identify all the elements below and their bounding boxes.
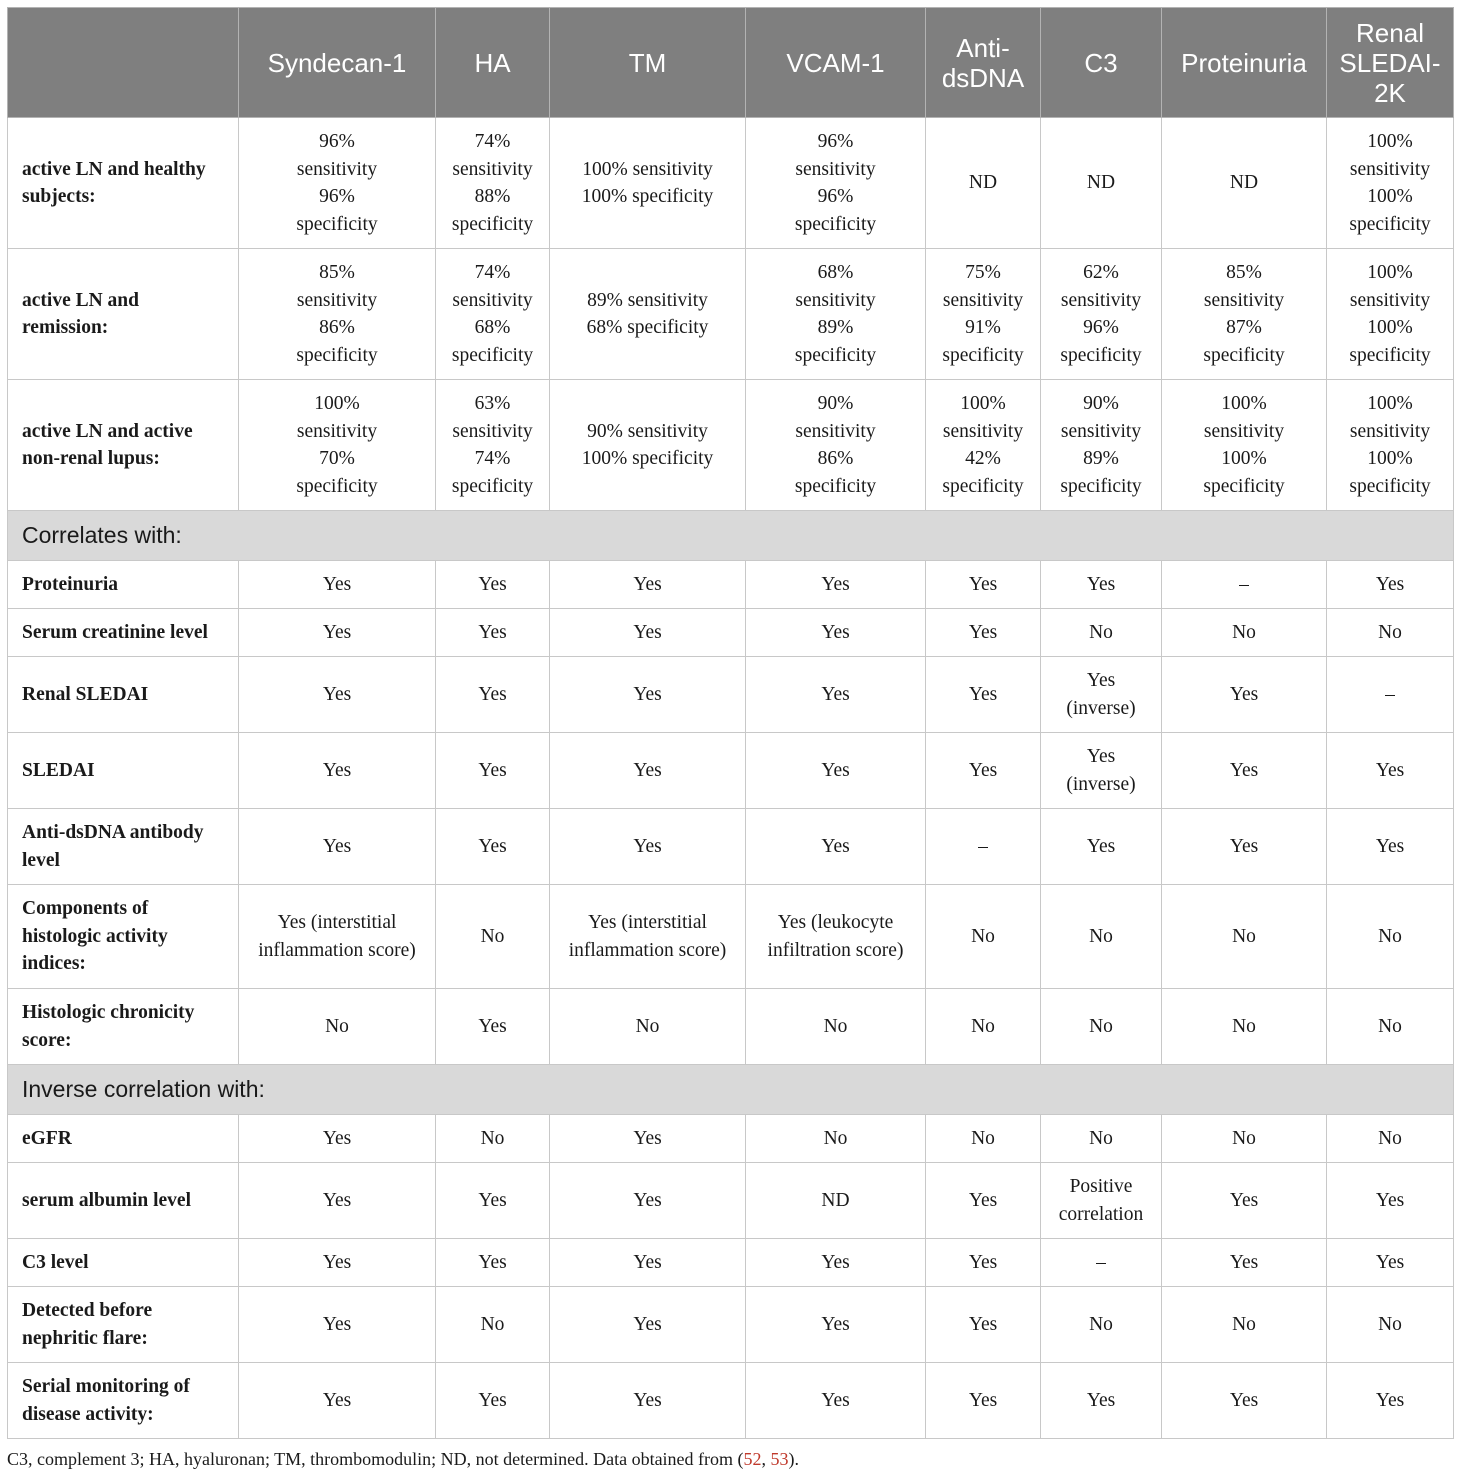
cell-vcam-1: Yes bbox=[746, 657, 926, 733]
cell-anti-dsdna: No bbox=[926, 885, 1041, 989]
cell-renal-sledai-2k: Yes bbox=[1327, 1163, 1454, 1239]
cell-ha: Yes bbox=[436, 657, 550, 733]
row-label: SLEDAI bbox=[8, 733, 239, 809]
table-row-active-ln-and-remission bbox=[8, 249, 1454, 380]
cell-tm: Yes (interstitial inflammation score) bbox=[550, 885, 746, 989]
cell-proteinuria: Yes bbox=[1162, 1363, 1327, 1439]
section-header-row bbox=[8, 511, 1454, 561]
cell-proteinuria: 100% sensitivity 100% specificity bbox=[1162, 380, 1327, 511]
cell-tm: Yes bbox=[550, 1363, 746, 1439]
header-cell-c3: C3 bbox=[1041, 8, 1162, 118]
cell-anti-dsdna: Yes bbox=[926, 561, 1041, 609]
cell-ha: Yes bbox=[436, 1163, 550, 1239]
cell-renal-sledai-2k: No bbox=[1327, 609, 1454, 657]
cell-c3: No bbox=[1041, 989, 1162, 1065]
header-cell-renal-sledai-2k: Renal SLEDAI- 2K bbox=[1327, 8, 1454, 118]
cell-ha: 74% sensitivity 68% specificity bbox=[436, 249, 550, 380]
cell-proteinuria: ND bbox=[1162, 118, 1327, 249]
cell-renal-sledai-2k: No bbox=[1327, 1115, 1454, 1163]
cell-proteinuria: Yes bbox=[1162, 657, 1327, 733]
cell-vcam-1: Yes bbox=[746, 1239, 926, 1287]
row-label: Detected before nephritic flare: bbox=[8, 1287, 239, 1363]
cell-syndecan-1: Yes bbox=[239, 1287, 436, 1363]
cell-anti-dsdna: Yes bbox=[926, 1287, 1041, 1363]
table-row-renal-sledai bbox=[8, 657, 1454, 733]
cell-renal-sledai-2k: Yes bbox=[1327, 1239, 1454, 1287]
header-cell-vcam-1: VCAM-1 bbox=[746, 8, 926, 118]
cell-tm: 90% sensitivity 100% specificity bbox=[550, 380, 746, 511]
cell-tm: Yes bbox=[550, 657, 746, 733]
cell-vcam-1: 90% sensitivity 86% specificity bbox=[746, 380, 926, 511]
table-row-active-ln-and-healthy-subjects bbox=[8, 118, 1454, 249]
cell-ha: 63% sensitivity 74% specificity bbox=[436, 380, 550, 511]
cell-vcam-1: 68% sensitivity 89% specificity bbox=[746, 249, 926, 380]
cell-syndecan-1: Yes (interstitial inflammation score) bbox=[239, 885, 436, 989]
section-title: Inverse correlation with: bbox=[8, 1065, 1454, 1115]
cell-ha: Yes bbox=[436, 1363, 550, 1439]
cell-ha: No bbox=[436, 1287, 550, 1363]
cell-vcam-1: Yes bbox=[746, 733, 926, 809]
cell-anti-dsdna: No bbox=[926, 989, 1041, 1065]
cell-proteinuria: – bbox=[1162, 561, 1327, 609]
cell-ha: Yes bbox=[436, 561, 550, 609]
cell-tm: 89% sensitivity 68% specificity bbox=[550, 249, 746, 380]
row-label: active LN and active non-renal lupus: bbox=[8, 380, 239, 511]
cell-tm: No bbox=[550, 989, 746, 1065]
row-label: C3 level bbox=[8, 1239, 239, 1287]
cell-proteinuria: Yes bbox=[1162, 1239, 1327, 1287]
cell-renal-sledai-2k: Yes bbox=[1327, 1363, 1454, 1439]
header-cell-syndecan-1: Syndecan-1 bbox=[239, 8, 436, 118]
cell-c3: 90% sensitivity 89% specificity bbox=[1041, 380, 1162, 511]
cell-proteinuria: Yes bbox=[1162, 809, 1327, 885]
row-label: Components of histologic activity indices: bbox=[8, 885, 239, 989]
row-label: Serial monitoring of disease activity: bbox=[8, 1363, 239, 1439]
cell-tm: Yes bbox=[550, 1239, 746, 1287]
table-row-egfr bbox=[8, 1115, 1454, 1163]
table-header bbox=[8, 8, 1454, 118]
cell-proteinuria: Yes bbox=[1162, 1163, 1327, 1239]
cell-ha: Yes bbox=[436, 809, 550, 885]
cell-proteinuria: No bbox=[1162, 609, 1327, 657]
cell-vcam-1: ND bbox=[746, 1163, 926, 1239]
cell-ha: Yes bbox=[436, 989, 550, 1065]
header-cell-tm: TM bbox=[550, 8, 746, 118]
cell-c3: No bbox=[1041, 1287, 1162, 1363]
cell-ha: 74% sensitivity 88% specificity bbox=[436, 118, 550, 249]
cell-syndecan-1: Yes bbox=[239, 657, 436, 733]
cell-renal-sledai-2k: No bbox=[1327, 1287, 1454, 1363]
cell-tm: Yes bbox=[550, 809, 746, 885]
cell-tm: Yes bbox=[550, 1163, 746, 1239]
header-row bbox=[8, 8, 1454, 118]
cell-ha: No bbox=[436, 1115, 550, 1163]
cell-c3: Positive correlation bbox=[1041, 1163, 1162, 1239]
cell-renal-sledai-2k: No bbox=[1327, 885, 1454, 989]
footnote-text: C3, complement 3; HA, hyaluronan; TM, thrombomodulin; ND, not determined. Data obtained from ( bbox=[7, 1449, 744, 1469]
table-row-active-ln-and-active-non-renal-lupus bbox=[8, 380, 1454, 511]
cell-renal-sledai-2k: No bbox=[1327, 989, 1454, 1065]
footnote-separator: , bbox=[761, 1449, 771, 1469]
cell-renal-sledai-2k: Yes bbox=[1327, 733, 1454, 809]
cell-c3: ND bbox=[1041, 118, 1162, 249]
cell-syndecan-1: Yes bbox=[239, 609, 436, 657]
table-row-c3-level bbox=[8, 1239, 1454, 1287]
cell-tm: Yes bbox=[550, 733, 746, 809]
cell-syndecan-1: 96% sensitivity 96% specificity bbox=[239, 118, 436, 249]
cell-c3: Yes bbox=[1041, 1363, 1162, 1439]
cell-syndecan-1: Yes bbox=[239, 1363, 436, 1439]
cell-syndecan-1: Yes bbox=[239, 733, 436, 809]
cell-syndecan-1: Yes bbox=[239, 1115, 436, 1163]
cell-syndecan-1: Yes bbox=[239, 1239, 436, 1287]
cell-vcam-1: No bbox=[746, 1115, 926, 1163]
cell-vcam-1: Yes bbox=[746, 809, 926, 885]
cell-c3: 62% sensitivity 96% specificity bbox=[1041, 249, 1162, 380]
footnote-end: ). bbox=[788, 1449, 800, 1469]
cell-tm: Yes bbox=[550, 561, 746, 609]
cell-ha: Yes bbox=[436, 1239, 550, 1287]
cell-anti-dsdna: 75% sensitivity 91% specificity bbox=[926, 249, 1041, 380]
table-row-anti-dsdna-antibody-level bbox=[8, 809, 1454, 885]
row-label: Proteinuria bbox=[8, 561, 239, 609]
cell-renal-sledai-2k: 100% sensitivity 100% specificity bbox=[1327, 249, 1454, 380]
cell-c3: No bbox=[1041, 1115, 1162, 1163]
cell-anti-dsdna: – bbox=[926, 809, 1041, 885]
cell-ha: Yes bbox=[436, 733, 550, 809]
cell-renal-sledai-2k: 100% sensitivity 100% specificity bbox=[1327, 380, 1454, 511]
cell-anti-dsdna: Yes bbox=[926, 657, 1041, 733]
row-label: serum albumin level bbox=[8, 1163, 239, 1239]
cell-vcam-1: Yes (leukocyte infiltration score) bbox=[746, 885, 926, 989]
cell-syndecan-1: Yes bbox=[239, 809, 436, 885]
header-cell-empty bbox=[8, 8, 239, 118]
cell-proteinuria: Yes bbox=[1162, 733, 1327, 809]
cell-renal-sledai-2k: Yes bbox=[1327, 809, 1454, 885]
cell-vcam-1: Yes bbox=[746, 1363, 926, 1439]
cell-c3: No bbox=[1041, 609, 1162, 657]
table-body bbox=[8, 118, 1454, 1439]
header-cell-ha: HA bbox=[436, 8, 550, 118]
cell-c3: No bbox=[1041, 885, 1162, 989]
cell-proteinuria: No bbox=[1162, 885, 1327, 989]
cell-anti-dsdna: Yes bbox=[926, 1239, 1041, 1287]
cell-ha: No bbox=[436, 885, 550, 989]
cell-anti-dsdna: ND bbox=[926, 118, 1041, 249]
cell-c3: Yes (inverse) bbox=[1041, 657, 1162, 733]
cell-c3: – bbox=[1041, 1239, 1162, 1287]
table-row-serial-monitoring-of-disease-activity bbox=[8, 1363, 1454, 1439]
cell-anti-dsdna: Yes bbox=[926, 733, 1041, 809]
cell-vcam-1: Yes bbox=[746, 561, 926, 609]
cell-tm: 100% sensitivity 100% specificity bbox=[550, 118, 746, 249]
cell-anti-dsdna: Yes bbox=[926, 1363, 1041, 1439]
cell-ha: Yes bbox=[436, 609, 550, 657]
cell-proteinuria: No bbox=[1162, 1287, 1327, 1363]
cell-vcam-1: Yes bbox=[746, 1287, 926, 1363]
row-label: active LN and remission: bbox=[8, 249, 239, 380]
cell-renal-sledai-2k: 100% sensitivity 100% specificity bbox=[1327, 118, 1454, 249]
cell-tm: Yes bbox=[550, 609, 746, 657]
table-row-serum-albumin-level bbox=[8, 1163, 1454, 1239]
table-row-serum-creatinine-level bbox=[8, 609, 1454, 657]
section-header-row bbox=[8, 1065, 1454, 1115]
cell-syndecan-1: Yes bbox=[239, 561, 436, 609]
footnote-ref-52[interactable]: 52 bbox=[743, 1449, 762, 1469]
cell-syndecan-1: 100% sensitivity 70% specificity bbox=[239, 380, 436, 511]
row-label: eGFR bbox=[8, 1115, 239, 1163]
header-cell-proteinuria: Proteinuria bbox=[1162, 8, 1327, 118]
section-title: Correlates with: bbox=[8, 511, 1454, 561]
cell-anti-dsdna: 100% sensitivity 42% specificity bbox=[926, 380, 1041, 511]
cell-syndecan-1: Yes bbox=[239, 1163, 436, 1239]
cell-proteinuria: No bbox=[1162, 989, 1327, 1065]
cell-renal-sledai-2k: – bbox=[1327, 657, 1454, 733]
cell-anti-dsdna: Yes bbox=[926, 1163, 1041, 1239]
table-row-histologic-chronicity-score bbox=[8, 989, 1454, 1065]
cell-syndecan-1: No bbox=[239, 989, 436, 1065]
header-cell-anti-dsdna: Anti- dsDNA bbox=[926, 8, 1041, 118]
cell-c3: Yes bbox=[1041, 809, 1162, 885]
biomarker-comparison-table bbox=[7, 7, 1454, 1439]
cell-renal-sledai-2k: Yes bbox=[1327, 561, 1454, 609]
table-row-detected-before-nephritic-flare bbox=[8, 1287, 1454, 1363]
cell-vcam-1: 96% sensitivity 96% specificity bbox=[746, 118, 926, 249]
table-row-proteinuria bbox=[8, 561, 1454, 609]
cell-tm: Yes bbox=[550, 1115, 746, 1163]
cell-c3: Yes bbox=[1041, 561, 1162, 609]
cell-syndecan-1: 85% sensitivity 86% specificity bbox=[239, 249, 436, 380]
footnote-ref-53[interactable]: 53 bbox=[770, 1449, 789, 1469]
cell-tm: Yes bbox=[550, 1287, 746, 1363]
cell-proteinuria: No bbox=[1162, 1115, 1327, 1163]
row-label: Serum creatinine level bbox=[8, 609, 239, 657]
row-label: Histologic chronicity score: bbox=[8, 989, 239, 1065]
cell-proteinuria: 85% sensitivity 87% specificity bbox=[1162, 249, 1327, 380]
table-row-components-of-histologic-activity-indices bbox=[8, 885, 1454, 989]
row-label: active LN and healthy subjects: bbox=[8, 118, 239, 249]
cell-vcam-1: Yes bbox=[746, 609, 926, 657]
table-row-sledai bbox=[8, 733, 1454, 809]
row-label: Renal SLEDAI bbox=[8, 657, 239, 733]
cell-c3: Yes (inverse) bbox=[1041, 733, 1162, 809]
table-footnote bbox=[7, 1448, 799, 1470]
cell-anti-dsdna: No bbox=[926, 1115, 1041, 1163]
row-label: Anti-dsDNA antibody level bbox=[8, 809, 239, 885]
cell-vcam-1: No bbox=[746, 989, 926, 1065]
cell-anti-dsdna: Yes bbox=[926, 609, 1041, 657]
